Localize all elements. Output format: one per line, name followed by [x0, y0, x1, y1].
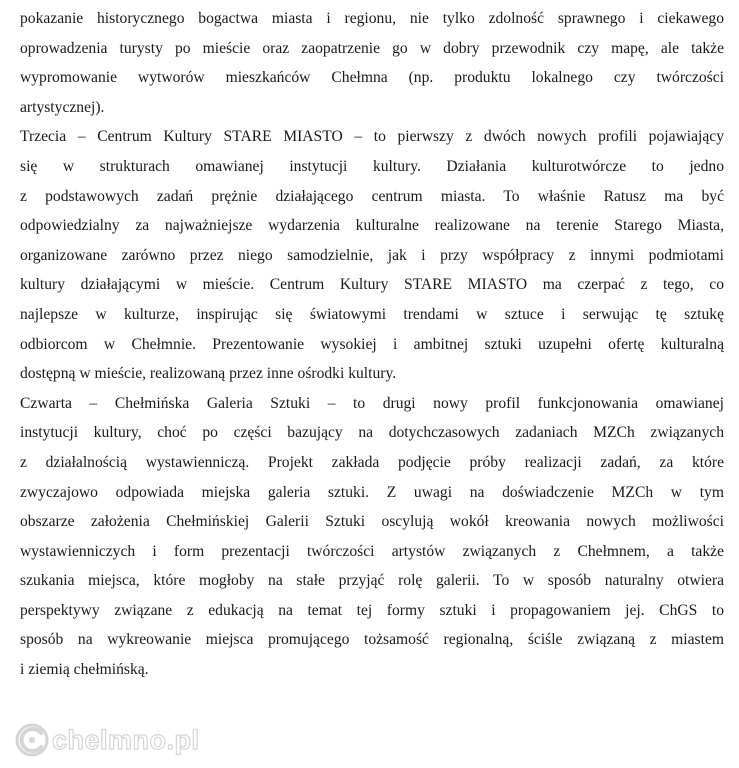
text-line: perspektywy związane z edukacją na temat tej formy sztuki i propagowaniem jej. ChGS to — [20, 601, 724, 619]
text-line: artystycznej). — [20, 98, 105, 116]
watermark — [14, 722, 200, 758]
paragraph-1 — [20, 4, 724, 122]
text-line: i ziemią chełmińską. — [20, 661, 149, 679]
text-line: wystawienniczych i form prezentacji twórczości artystów związanych z Chełmnem, a także — [20, 542, 724, 560]
watermark-text: chelmno.pl — [52, 724, 200, 755]
document-page — [20, 4, 724, 685]
text-line: z działalnością wystawienniczą. Projekt zakłada podjęcie próby realizacji zadań, za które — [20, 453, 724, 471]
paragraph-2 — [20, 122, 724, 388]
paragraph-3 — [20, 389, 724, 685]
text-line: dostępną w mieście, realizowaną przez inne ośrodki kultury. — [20, 365, 397, 383]
text-line: oprowadzenia turysty po mieście oraz zaopatrzenie go w dobry przewodnik czy mapę, ale także — [20, 39, 724, 57]
text-line: z podstawowych zadań prężnie działającego centrum miasta. To właśnie Ratusz ma być — [20, 187, 724, 205]
text-line: Trzecia – Centrum Kultury STARE MIASTO – to pierwszy z dwóch nowych profili pojawiający — [20, 128, 724, 146]
text-line: odpowiedzialny za najważniejsze wydarzenia kulturalne realizowane na terenie Starego Miasta, — [20, 217, 724, 235]
text-line: się w strukturach omawianej instytucji kultury. Działania kulturotwórcze to jedno — [20, 157, 724, 175]
text-line: obszarze założenia Chełmińskiej Galerii Sztuki oscylują wokół kreowania nowych możliwości — [20, 513, 724, 531]
text-line: Czwarta – Chełmińska Galeria Sztuki – to drugi nowy profil funkcjonowania omawianej — [20, 394, 724, 412]
text-line: sposób na wykreowanie miejsca promującego tożsamość regionalną, ściśle związaną z miastem — [20, 631, 724, 649]
text-line: instytucji kultury, choć po części bazujący na dotychczasowych zadaniach MZCh związanych — [20, 424, 724, 442]
text-line: odbiorcom w Chełmnie. Prezentowanie wysokiej i ambitnej sztuki uzupełni ofertę kulturalną — [20, 335, 724, 353]
text-line: kultury działającymi w mieście. Centrum Kultury STARE MIASTO ma czerpać z tego, co — [20, 276, 724, 294]
text-line: zwyczajowo odpowiada miejska galeria sztuki. Z uwagi na doświadczenie MZCh w tym — [20, 483, 724, 501]
text-line: szukania miejsca, które mogłoby na stałe przyjąć rolę galerii. To w sposób naturalny otwiera — [20, 572, 724, 590]
text-line: organizowane zarówno przez niego samodzielnie, jak i przy współpracy z innymi podmiotami — [20, 246, 724, 264]
chelmno-logo-icon — [14, 722, 50, 758]
text-line: najlepsze w kulturze, inspirując się światowymi trendami w sztuce i serwując tę sztukę — [20, 305, 724, 323]
text-line: wypromowanie wytworów mieszkańców Chełmna (np. produktu lokalnego czy twórczości — [20, 69, 724, 87]
text-line: pokazanie historycznego bogactwa miasta i regionu, nie tylko zdolność sprawnego i ciekawego — [20, 10, 724, 27]
